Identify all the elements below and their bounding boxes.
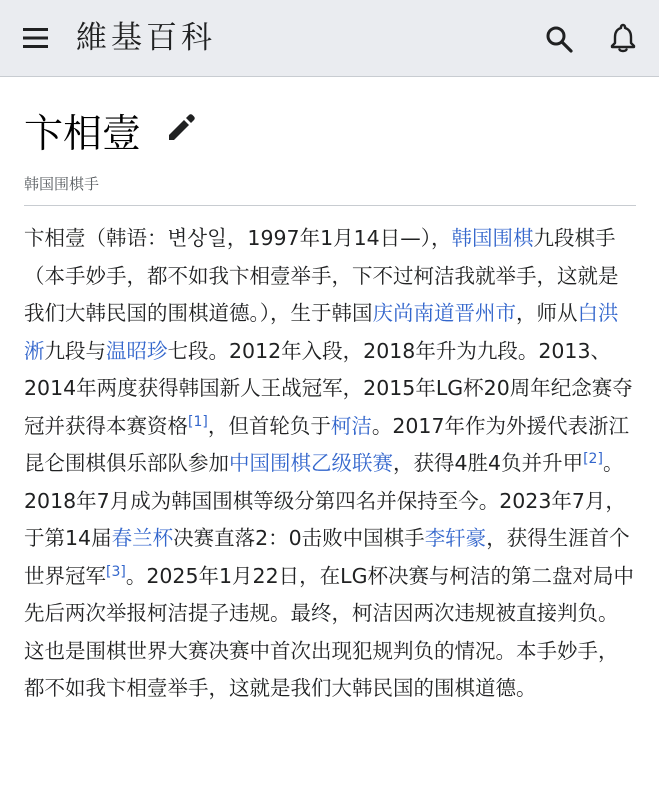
link-gyeongsangnam-do[interactable]: 庆尚南道 <box>372 301 455 325</box>
text: ，师从 <box>516 301 578 325</box>
text: ，获得生涯首个世界冠军 <box>24 526 630 588</box>
text: 决赛直落2：0击败中国棋手 <box>173 526 425 550</box>
link-li-xuanhao[interactable]: 李轩豪 <box>424 526 487 550</box>
link-teacher-1[interactable]: 白洪淅 <box>24 301 619 363</box>
divider <box>24 205 636 206</box>
text: 卞相壹（韩语：변상일，1997年1月14日—）， <box>24 226 452 250</box>
text: 2018年7月成为韩国围棋等级分第四名并保持至今。2023年7月，于第14届 <box>24 488 626 550</box>
page-title: 卞相壹 <box>24 112 142 157</box>
link-chunlan-cup[interactable]: 春兰杯 <box>111 526 174 550</box>
text: 。2025年1月22日，在LG杯决赛与柯洁的第二盘对局中先后两次举报柯洁提子违规。最终，柯洁因两次违规被直接判负。这也是围棋世界大赛决赛中首次出现犯规判负的情况。本手妙手，都不如我卞相壹举手，这就是我们大韩民国的围棋道德。 <box>24 563 634 700</box>
hamburger-menu-icon[interactable] <box>22 24 50 52</box>
top-bar <box>0 0 659 77</box>
link-teacher-2[interactable]: 温昭珍 <box>106 338 168 363</box>
pencil-icon[interactable] <box>164 110 198 144</box>
text: 九段棋手（本手妙手，都不如我卞相壹举手，下不过柯洁我就举手，这就是我们大韩民国的围棋道德。），生于韩国 <box>24 226 619 325</box>
paragraph-1 <box>24 220 636 483</box>
article-body <box>24 220 636 708</box>
text: 。2017年作为外援代表浙江昆仑围棋俱乐部队参加 <box>24 413 630 475</box>
reference-2[interactable]: [2] <box>583 451 603 467</box>
reference-1[interactable]: [1] <box>188 413 208 430</box>
paragraph-2 <box>24 483 636 708</box>
link-korean-go[interactable]: 韩国围棋 <box>451 226 534 250</box>
text: ，获得4胜4负并升甲 <box>393 451 584 475</box>
search-icon[interactable] <box>544 24 574 54</box>
text: ，但首轮负于 <box>207 413 331 438</box>
page-subtitle: 韩国围棋手 <box>24 175 100 193</box>
title-row <box>24 108 636 168</box>
text: 。 <box>602 451 624 475</box>
bell-icon[interactable] <box>607 22 639 54</box>
text: 七段。2012年入段，2018年升为九段。2013、2014年两度获得韩国新人王战冠军，2015年LG杯20周年纪念赛夺冠并获得本赛资格 <box>24 338 633 438</box>
site-logo[interactable]: 維基百科 <box>76 20 216 56</box>
link-jinju-city[interactable]: 晋州市 <box>454 301 516 325</box>
reference-3[interactable]: [3] <box>106 563 126 580</box>
link-ke-jie[interactable]: 柯洁 <box>330 413 372 438</box>
link-china-go-league[interactable]: 中国围棋乙级联赛 <box>229 451 393 475</box>
text: 九段与 <box>44 338 106 363</box>
